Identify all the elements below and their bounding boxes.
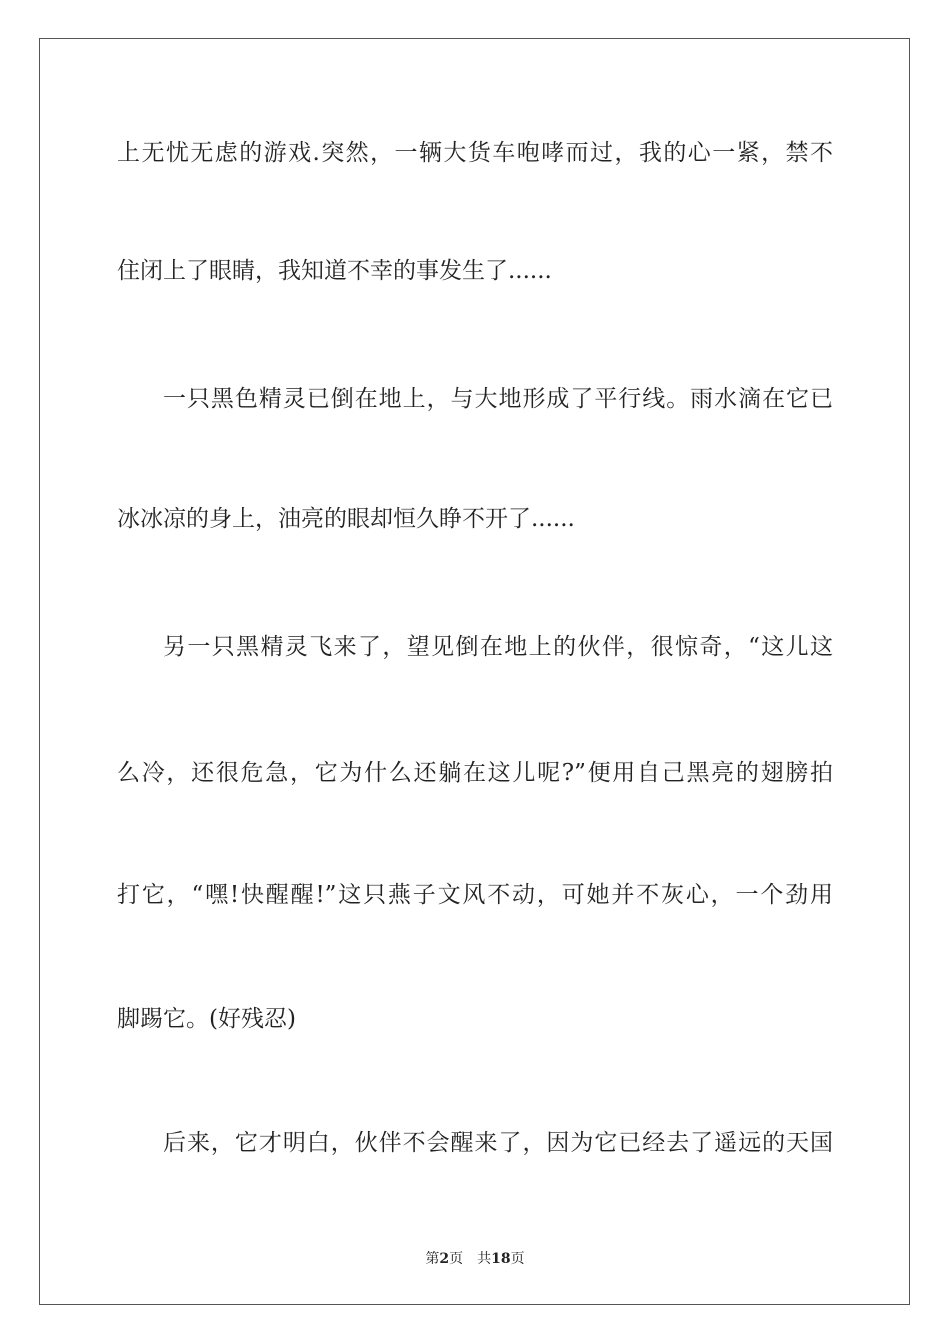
total-suffix: 页: [510, 1251, 525, 1267]
page-footer: [0, 1248, 950, 1268]
text-line-9: 后来，它才明白，伙伴不会醒来了，因为它已经去了遥远的天国: [163, 1130, 833, 1156]
page-number: 2: [439, 1251, 450, 1267]
text-line-4: 冰冰凉的身上，油亮的眼却恒久睁不开了......: [117, 506, 575, 532]
text-line-1: 上无忧无虑的游戏.突然，一辆大货车咆哮而过，我的心一紧，禁不: [117, 140, 833, 166]
text-line-5: 另一只黑精灵飞来了，望见倒在地上的伙伴，很惊奇，“这儿这: [163, 634, 833, 660]
page-prefix: 第: [425, 1251, 440, 1267]
page-suffix: 页: [449, 1251, 464, 1267]
text-line-2: 住闭上了眼睛，我知道不幸的事发生了......: [117, 258, 552, 284]
text-line-3: 一只黑色精灵已倒在地上，与大地形成了平行线。雨水滴在它已: [163, 386, 833, 412]
text-line-8: 脚踢它。(好残忍): [117, 1006, 296, 1032]
text-line-6: 么冷，还很危急，它为什么还躺在这儿呢?”便用自己黑亮的翅膀拍: [117, 760, 833, 786]
total-prefix: 共: [477, 1251, 492, 1267]
total-pages: 18: [491, 1251, 511, 1267]
text-line-7: 打它，“嘿!快醒醒!”这只燕子文风不动，可她并不灰心，一个劲用: [117, 882, 833, 908]
page-border: [39, 38, 910, 1305]
